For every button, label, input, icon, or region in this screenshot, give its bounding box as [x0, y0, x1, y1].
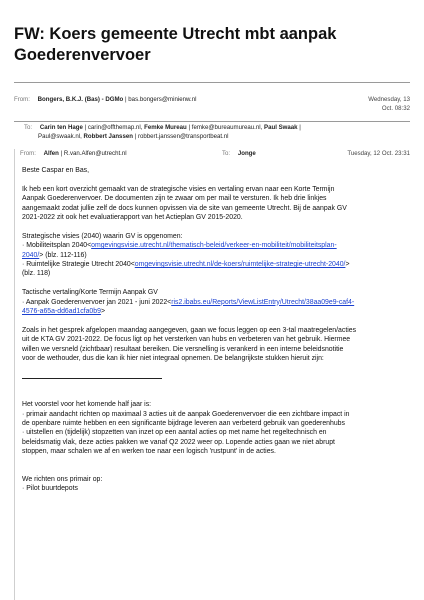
text-line: aangemaakt zodat jullie zelf de docs kunnen opvissen via de site van gemeente Utrecht. Bij de aanpak GV — [22, 204, 347, 212]
tactical-block — [22, 288, 414, 316]
mobility-plan-item — [22, 241, 414, 250]
tactical-label: · Aanpak Goederenvervoer jan 2021 - juni 2022< — [22, 298, 172, 306]
recipient-comma: , — [260, 124, 263, 131]
email-body — [22, 166, 414, 503]
recipient-name: Carin ten Hage — [39, 124, 83, 131]
recipient-separator: | — [188, 124, 191, 131]
proposal-line: · primair aandacht richten op maximaal 3 acties uit de aanpak Goederenvervoer die een zichtbare impact in — [22, 410, 350, 418]
recipient-email: carin@offthemap.nl — [87, 124, 141, 131]
tactical-link[interactable]: ris2.ibabs.eu/Reports/ViewListEntry/Utrecht/38aa09e9-caf4- — [171, 298, 355, 306]
primary-focus-heading: We richten ons primair op: — [22, 475, 103, 483]
forwarded-from-label: From: — [20, 150, 36, 157]
proposal-line: beleidsmatig vlak, deze acties pakken we vanaf Q2 2022 weer op. Lopende acties gaan we niet abrupt — [22, 438, 335, 446]
proposal-line: · uitstellen en (tijdelijk) stopzetten van inzet op een aantal acties op met name het regeltechnisch en — [22, 429, 327, 437]
recipient-name: Paul Swaak — [264, 124, 298, 131]
forwarded-sender-email: R.van.Alfen@utrecht.nl — [63, 150, 127, 157]
mobility-plan-pages: > (blz. 112-116) — [39, 251, 87, 259]
proposal-heading: Het voorstel voor het komende half jaar is: — [22, 401, 152, 409]
recipient-email: Paul@swaak.nl — [38, 132, 81, 140]
forwarded-from-line — [20, 150, 220, 159]
proposal-line: stoppen, maar schalen we af en werken toe naar een logisch 'rustpunt' in de acties. — [22, 448, 276, 456]
sender-name: Bongers, B.K.J. (Bas) - DGMo — [37, 96, 124, 103]
primary-focus-item: · Pilot buurtdepots — [22, 485, 78, 493]
proposal-block — [22, 400, 414, 456]
tactical-heading: Tactische vertaling/Korte Termijn Aanpak GV — [22, 289, 158, 297]
text-line: uit de KTA GV 2021-2022. De focus ligt op het versterken van hubs en verbeteren van het gebruik. Hiermee — [22, 336, 351, 344]
text-line: Aanpak Goederenvervoer. De documenten zijn te zwaar om per mail te versturen. Ik heb drie linkjes — [22, 195, 327, 203]
proposal-line: de openbare ruimte hebben en een significante bijdrage leveren aan verbeterd gebruik van goederenhubs — [22, 420, 345, 428]
tactical-item — [22, 298, 414, 307]
spatial-strategy-pages: (blz. 118) — [22, 270, 51, 278]
sender-email: bas.bongers@minienw.nl — [128, 96, 197, 103]
mobility-plan-item-cont — [22, 251, 414, 260]
tactical-item-cont — [22, 307, 414, 316]
forwarded-to-label: To: — [222, 150, 231, 157]
strategic-heading: Strategische visies (2040) waarin GV is opgenomen: — [22, 232, 183, 240]
text-line: 2021-2022 zit ook het evaluatierapport van het Actieplan GV 2015-2020. — [22, 214, 243, 222]
recipient-separator: | — [299, 124, 301, 131]
sent-date-time: Oct. 08:32 — [381, 104, 410, 112]
text-line: Ik heb een kort overzicht gemaakt van de strategische visies en vertaling ervan naar een Korte Termijn — [22, 185, 335, 193]
mobility-plan-label: · Mobiliteitsplan 2040< — [22, 242, 92, 250]
intro-paragraph — [22, 185, 414, 223]
spatial-strategy-item — [22, 260, 414, 269]
spatial-strategy-label: · Ruimtelijke Strategie Utrecht 2040< — [22, 261, 135, 269]
forwarded-to-line — [222, 150, 256, 159]
tactical-close: > — [100, 308, 105, 316]
text-line: Zoals in het gesprek afgelopen maandag aangegeven, gaan we focus leggen op een 3-tal maatregelen/acties — [22, 326, 357, 334]
recipient-name: Robbert Janssen — [83, 132, 133, 140]
sent-date-day: Wednesday, 13 — [368, 96, 410, 103]
to-label: To: — [24, 124, 33, 131]
forwarded-sender-name: Alfen — [43, 150, 59, 157]
recipient-email: femke@bureaumureau.nl — [191, 124, 261, 131]
greeting: Beste Caspar en Bas, — [22, 167, 90, 174]
text-line: voor de wethouder, dus die kan ik hier niet integraal opnemen. De belangrijkste stukken hieruit zijn: — [22, 355, 324, 363]
spatial-strategy-close: > — [345, 261, 350, 269]
sent-date — [330, 96, 410, 113]
forwarded-date: Tuesday, 12 Oct. 23:31 — [347, 150, 410, 157]
quote-separator-line — [22, 378, 162, 379]
recipient-comma: , — [140, 124, 143, 131]
from-line — [14, 96, 314, 105]
to-divider — [14, 121, 410, 122]
header-divider — [14, 82, 410, 83]
focus-paragraph — [22, 326, 414, 364]
to-line — [24, 124, 404, 141]
strategic-visions-block — [22, 232, 414, 279]
tactical-link-cont[interactable]: 4576-a65a-dd6ad1cfa0b9 — [22, 308, 101, 316]
primary-focus-block — [22, 475, 414, 494]
recipient-name: Femke Mureau — [144, 124, 187, 131]
from-label: From: — [14, 96, 30, 103]
forwarded-sender-separator: | — [60, 150, 63, 157]
spatial-strategy-link[interactable]: omgevingsvisie.utrecht.nl/de-koers/ruimtelijke-strategie-utrecht-2040/ — [134, 261, 346, 269]
recipient-separator: | — [134, 132, 137, 140]
text-line: willen we versneld (zichtbaar) resultaat bereiken. Die versnelling is verankerd in een interne beleidsnotitie — [22, 345, 344, 353]
recipient-email: robbert.janssen@transportbeat.nl — [137, 132, 229, 140]
sender-separator: | — [125, 96, 127, 103]
forwarded-recipient-name: Jonge — [237, 150, 256, 157]
recipient-separator: | — [84, 124, 87, 131]
mobility-plan-link[interactable]: omgevingsvisie.utrecht.nl/thematisch-beleid/verkeer-en-mobiliteit/mobiliteitsplan- — [91, 242, 337, 250]
mobility-plan-link-cont[interactable]: 2040/ — [22, 251, 40, 259]
email-subject: FW: Koers gemeente Utrecht mbt aanpak Goederenvervoer — [14, 25, 337, 64]
recipient-comma: , — [80, 132, 82, 140]
quote-separator-block — [22, 373, 414, 382]
